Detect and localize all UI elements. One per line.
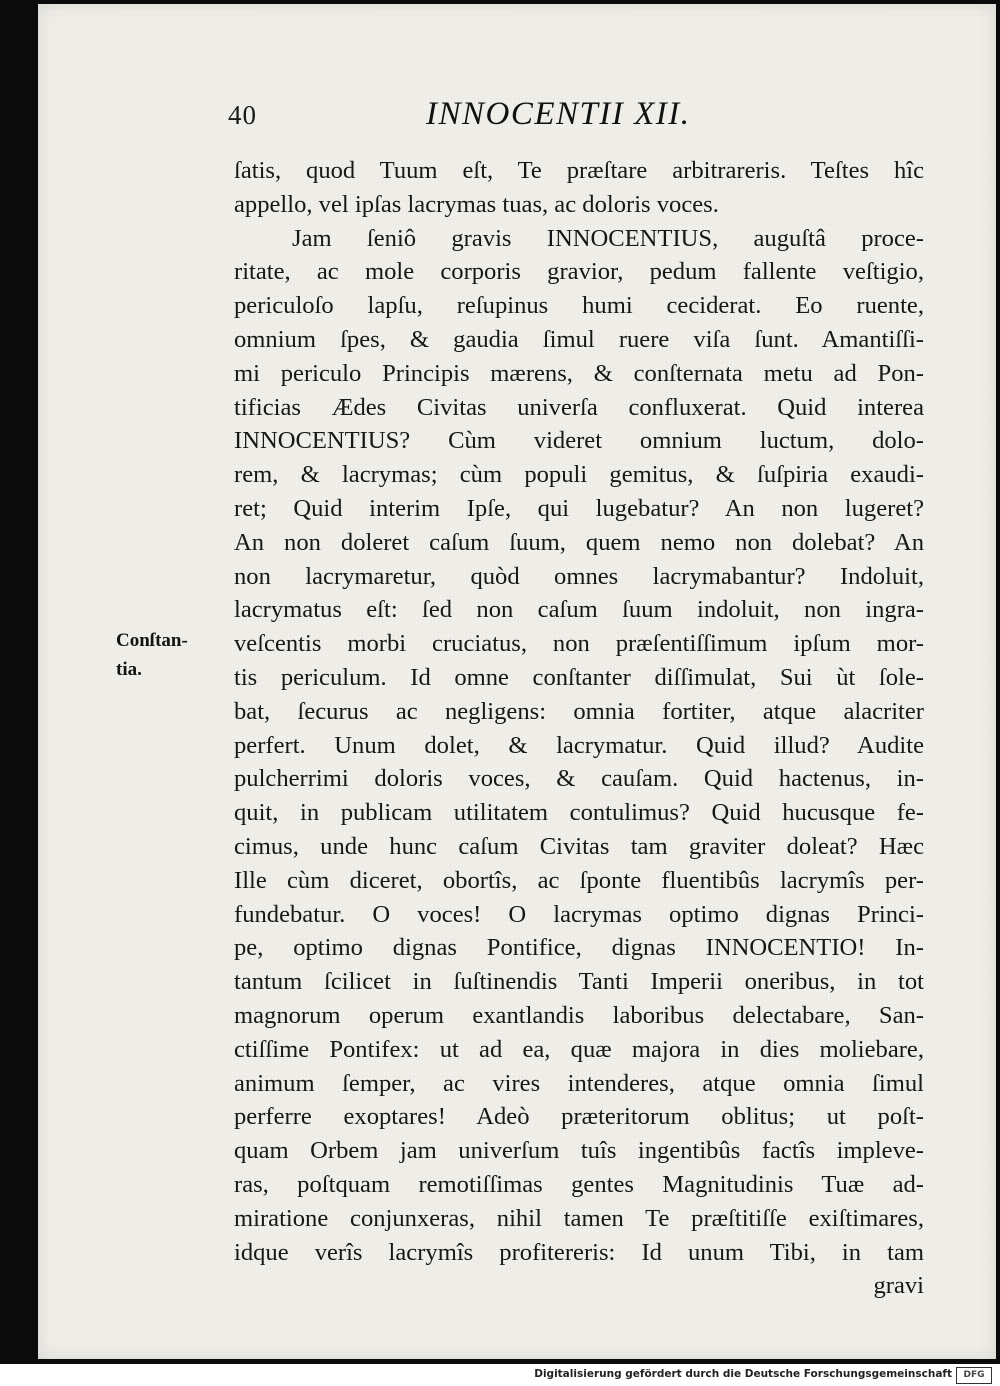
text-line: quit, in publicam utilitatem contulimus? Quid hucusque fe-: [234, 799, 924, 827]
text-line: ritate, ac mole corporis gravior, pedum fallente veſtigio,: [234, 258, 924, 286]
text-line: perfert. Unum dolet, & lacrymatur. Quid illud? Audite: [234, 731, 924, 759]
text-line: idque verîs lacrymîs profitereris: Id unum Tibi, in tam: [234, 1238, 924, 1266]
text-line: mi periculo Principis mærens, & conſternata metu ad Pon-: [234, 359, 924, 387]
text-line: Ille cùm diceret, obortîs, ac ſponte fluentibûs lacrymîs per-: [234, 866, 924, 894]
text-line: ſatis, quod Tuum eſt, Te præſtare arbitrareris. Teſtes hîc: [234, 157, 924, 184]
text-line: pe, optimo dignas Pontifice, dignas INNOCENTIO! In-: [234, 934, 924, 962]
text-line: lacrymatus eſt: ſed non caſum ſuum indoluit, non ingra-: [234, 596, 924, 624]
text-line: perferre exoptares! Adeò præteritorum oblitus; ut poſt-: [234, 1103, 924, 1131]
book-page: [38, 4, 996, 1359]
text-line: non lacrymaretur, quòd omnes lacrymabantur? Indoluit,: [234, 562, 924, 590]
footer-bar: [0, 1364, 1000, 1386]
dfg-logo-icon: DFG: [956, 1367, 992, 1384]
text-line: omnium ſpes, & gaudia ſimul ruere viſa ſunt. Amantiſſi-: [234, 325, 924, 353]
margin-note: [116, 626, 196, 684]
text-line: ctiſſime Pontifex: ut ad ea, quæ majora in dies moliebare,: [234, 1035, 924, 1063]
text-line: quam Orbem jam univerſum tuîs ingentibûs factîs impleve-: [234, 1137, 924, 1165]
text-line: bat, ſecurus ac negligens: omnia fortiter, atque alacriter: [234, 697, 924, 725]
text-line: veſcentis morbi cruciatus, non præſentiſſimum ipſum mor-: [234, 630, 924, 658]
text-line: tis periculum. Id omne conſtanter diſſimulat, Sui ùt ſole-: [234, 663, 924, 691]
text-line: ret; Quid interim Ipſe, qui lugebatur? An non lugeret?: [234, 494, 924, 522]
text-line: Jam ſeniô gravis INNOCENTIUS, auguſtâ proce-: [292, 224, 924, 252]
text-line: magnorum operum exantlandis laboribus delectabare, San-: [234, 1001, 924, 1029]
text-line: INNOCENTIUS? Cùm videret omnium luctum, dolo-: [234, 427, 924, 455]
text-line: animum ſemper, ac vires intenderes, atque omnia ſimul: [234, 1069, 924, 1097]
text-line: ras, poſtquam remotiſſimas gentes Magnitudinis Tuæ ad-: [234, 1170, 924, 1198]
text-line: rem, & lacrymas; cùm populi gemitus, & ſuſpiria exaudi-: [234, 461, 924, 489]
text-line: appello, vel ipſas lacrymas tuas, ac doloris voces.: [234, 190, 719, 218]
funding-credit: Digitalisierung gefördert durch die Deutsche Forschungsgemeinschaft: [534, 1368, 952, 1380]
text-line: cimus, unde hunc caſum Civitas tam graviter doleat? Hæc: [234, 832, 924, 860]
text-line: tantum ſcilicet in ſuſtinendis Tanti Imperii oneribus, in tot: [234, 968, 924, 996]
margin-note-line: Conſtan-: [116, 630, 188, 651]
text-line: An non doleret caſum ſuum, quem nemo non dolebat? An: [234, 528, 924, 556]
text-line: fundebatur. O voces! O lacrymas optimo dignas Princi-: [234, 900, 924, 928]
body-text: [234, 154, 924, 1303]
page-number: 40: [228, 100, 257, 130]
text-line: pulcherrimi doloris voces, & cauſam. Quid hactenus, in-: [234, 765, 924, 793]
catchword: gravi: [873, 1272, 924, 1300]
running-title: INNOCENTII XII.: [426, 96, 691, 132]
margin-note-line: tia.: [116, 659, 142, 680]
text-line: miratione conjunxeras, nihil tamen Te præſtitiſſe exiſtimares,: [234, 1204, 924, 1232]
text-line: tificias Ædes Civitas univerſa confluxerat. Quid interea: [234, 393, 924, 421]
text-line: periculoſo lapſu, reſupinus humi ceciderat. Eo ruente,: [234, 292, 924, 320]
page-header: [38, 96, 996, 140]
